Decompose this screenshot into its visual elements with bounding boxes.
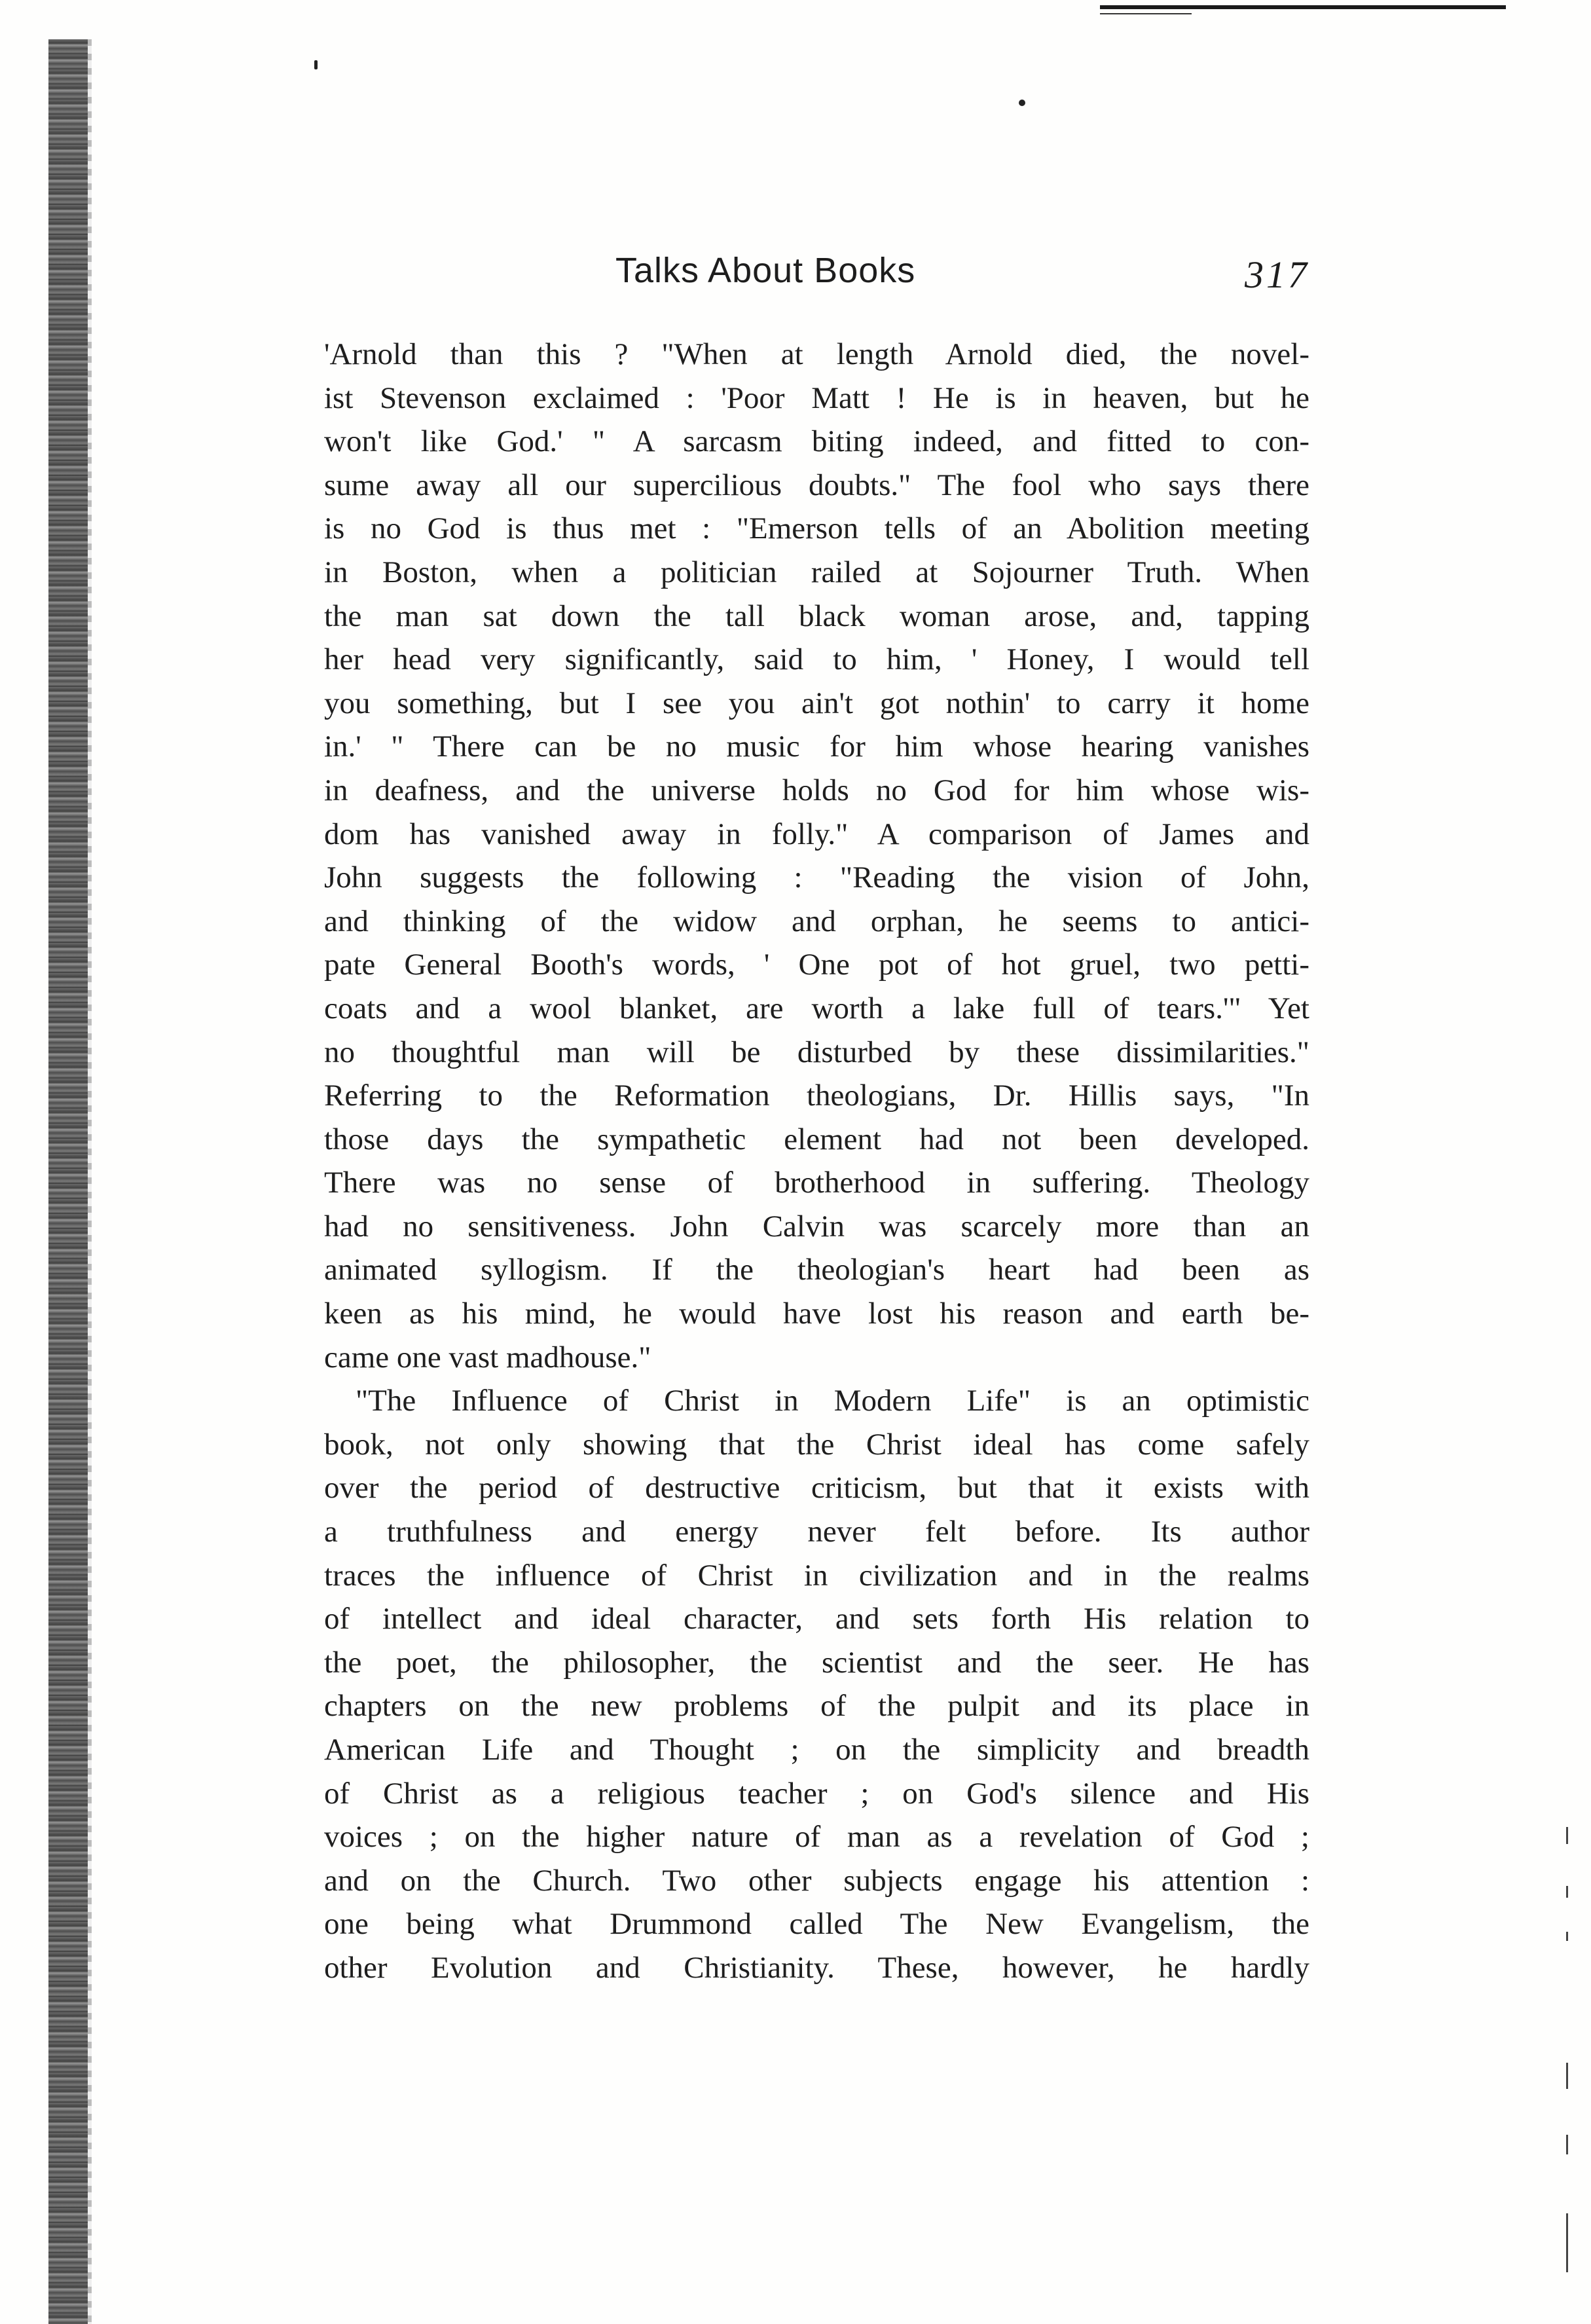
margin-mark	[1566, 1886, 1568, 1898]
book-gutter-shadow	[48, 39, 88, 2324]
text-line: 'Arnold than this ? "When at length Arnold died, the novel-	[324, 337, 1309, 371]
text-line: came one vast madhouse."	[324, 1340, 651, 1374]
text-line: other Evolution and Christianity. These, however, he hardly	[324, 1950, 1309, 1985]
text-line: dom has vanished away in folly." A comparison of James and	[324, 817, 1309, 851]
text-line: voices ; on the higher nature of man as a revelation of God ;	[324, 1820, 1309, 1854]
ink-speck	[314, 60, 318, 69]
body-text	[324, 333, 1309, 1990]
text-line: over the period of destructive criticism, but that it exists with	[324, 1471, 1309, 1505]
text-line: had no sensitiveness. John Calvin was scarcely more than an	[324, 1209, 1309, 1244]
margin-mark	[1566, 1932, 1568, 1941]
text-line: keen as his mind, he would have lost his reason and earth be-	[324, 1297, 1309, 1331]
text-line: those days the sympathetic element had not been developed.	[324, 1122, 1309, 1156]
gutter-edge	[88, 39, 92, 2324]
top-edge-rule	[1100, 5, 1506, 9]
text-line: There was no sense of brotherhood in suffering. Theology	[324, 1166, 1309, 1200]
text-line: of intellect and ideal character, and sets forth His relation to	[324, 1602, 1309, 1636]
text-line: you something, but I see you ain't got nothin' to carry it home	[324, 686, 1309, 720]
text-line: coats and a wool blanket, are worth a lake full of tears.'" Yet	[324, 991, 1309, 1025]
text-line: won't like God.' " A sarcasm biting indeed, and fitted to con-	[324, 424, 1309, 459]
text-line: her head very significantly, said to him, ' Honey, I would tell	[324, 642, 1309, 677]
text-line: the man sat down the tall black woman arose, and, tapping	[324, 599, 1309, 633]
text-line: and thinking of the widow and orphan, he seems to antici-	[324, 904, 1309, 938]
text-line: John suggests the following : "Reading the vision of John,	[324, 860, 1309, 895]
top-edge-rule-thin	[1100, 13, 1192, 14]
text-line: one being what Drummond called The New Evangelism, the	[324, 1907, 1309, 1942]
text-line: traces the influence of Christ in civilization and in the realms	[324, 1558, 1309, 1593]
paragraph	[324, 333, 1309, 1379]
text-line: chapters on the new problems of the pulpit and its place in	[324, 1689, 1309, 1724]
text-line: and on the Church. Two other subjects engage his attention :	[324, 1863, 1309, 1898]
text-line: of Christ as a religious teacher ; on God's silence and His	[324, 1776, 1309, 1811]
page-number: 317	[1245, 253, 1309, 296]
text-line: in deafness, and the universe holds no God for him whose wis-	[324, 773, 1309, 807]
ink-speck	[1019, 100, 1025, 106]
text-line: sume away all our supercilious doubts." The fool who says there	[324, 468, 1309, 502]
text-line: ist Stevenson exclaimed : 'Poor Matt ! He is in heaven, but he	[324, 380, 1309, 415]
text-line: book, not only showing that the Christ ideal has come safely	[324, 1427, 1309, 1462]
margin-mark	[1566, 2135, 1568, 2154]
text-line: animated syllogism. If the theologian's heart had been as	[324, 1253, 1309, 1287]
text-line: no thoughtful man will be disturbed by these dissimilarities."	[324, 1035, 1309, 1069]
running-head	[324, 250, 1309, 309]
text-line: Referring to the Reformation theologians, Dr. Hillis says, "In	[324, 1079, 1309, 1113]
paragraph	[324, 1379, 1309, 1989]
text-line: pate General Booth's words, ' One pot of hot gruel, two petti-	[324, 948, 1309, 982]
text-line: a truthfulness and energy never felt before. Its author	[324, 1515, 1309, 1549]
text-line: the poet, the philosopher, the scientist and the seer. He has	[324, 1645, 1309, 1680]
margin-mark	[1566, 2213, 1568, 2272]
margin-mark	[1566, 2063, 1568, 2089]
text-line: "The Influence of Christ in Modern Life" is an optimistic	[356, 1384, 1309, 1418]
text-line: in.' " There can be no music for him whose hearing vanishes	[324, 729, 1309, 764]
text-line: in Boston, when a politician railed at Sojourner Truth. When	[324, 555, 1309, 589]
running-head-title: Talks About Books	[615, 251, 916, 290]
text-line: American Life and Thought ; on the simplicity and breadth	[324, 1733, 1309, 1767]
text-line: is no God is thus met : "Emerson tells of an Abolition meeting	[324, 511, 1309, 546]
margin-mark	[1566, 1827, 1568, 1844]
